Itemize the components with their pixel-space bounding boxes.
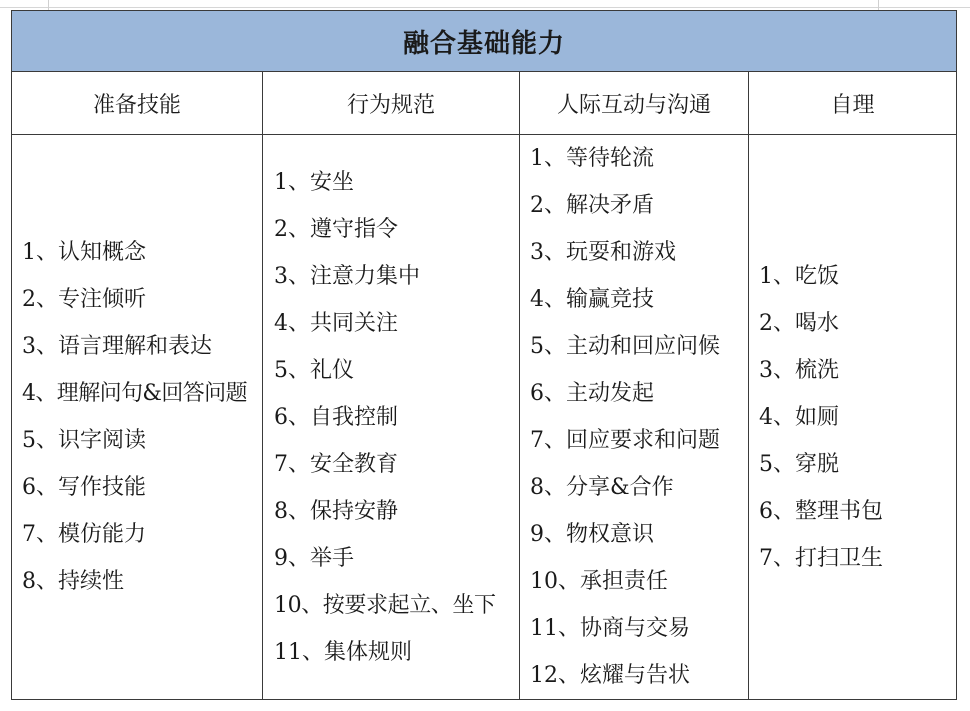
page-guide-line (0, 7, 970, 8)
list-item: 1、等待轮流 (530, 146, 654, 171)
interaction-communication-list (520, 135, 748, 699)
list-item: 11、协商与交易 (530, 616, 690, 641)
list-item: 10、按要求起立、坐下 (274, 592, 496, 618)
page-guide-mark-left (48, 0, 49, 10)
column-header-interaction-communication: 人际互动与沟通 (520, 72, 749, 135)
list-item: 1、吃饭 (759, 263, 839, 289)
list-item: 5、穿脱 (759, 451, 839, 477)
table-title: 融合基础能力 (12, 11, 957, 72)
list-item: 7、安全教育 (274, 451, 398, 477)
list-item: 5、识字阅读 (22, 428, 146, 453)
list-item: 2、专注倾听 (22, 287, 146, 312)
list-item: 10、承担责任 (530, 569, 668, 594)
list-item: 8、保持安静 (274, 498, 398, 524)
list-item: 2、喝水 (759, 310, 839, 336)
behavior-norms-list (263, 159, 519, 676)
list-item: 1、安坐 (274, 169, 354, 195)
ability-table (11, 10, 957, 700)
list-item: 4、如厕 (759, 404, 839, 430)
list-item: 3、注意力集中 (274, 263, 420, 289)
list-item: 11、集体规则 (274, 639, 412, 665)
list-item: 9、物权意识 (530, 522, 654, 547)
list-item: 4、共同关注 (274, 310, 398, 336)
list-item: 7、打扫卫生 (759, 545, 883, 571)
column-header-self-care: 自理 (749, 72, 957, 135)
self-care-list (749, 253, 956, 582)
column-behavior-norms (263, 135, 520, 700)
preparation-skills-list (12, 229, 262, 605)
list-item: 1、认知概念 (22, 240, 146, 265)
column-header-preparation-skills: 准备技能 (12, 72, 263, 135)
list-item: 9、举手 (274, 545, 354, 571)
list-item: 8、持续性 (22, 569, 124, 594)
list-item: 7、回应要求和问题 (530, 428, 720, 453)
list-item: 6、整理书包 (759, 498, 883, 524)
column-interaction-communication (520, 135, 749, 700)
list-item: 3、玩耍和游戏 (530, 240, 676, 265)
list-item: 12、炫耀与告状 (530, 663, 690, 688)
list-item: 4、输赢竞技 (530, 287, 654, 312)
list-item: 2、解决矛盾 (530, 193, 654, 218)
list-item: 6、自我控制 (274, 404, 398, 430)
list-item: 8、分享&合作 (530, 475, 674, 500)
list-item: 3、梳洗 (759, 357, 839, 383)
list-item: 2、遵守指令 (274, 216, 398, 242)
column-preparation-skills (12, 135, 263, 700)
column-header-behavior-norms: 行为规范 (263, 72, 520, 135)
column-self-care (749, 135, 957, 700)
list-item: 5、礼仪 (274, 357, 354, 383)
list-item: 6、主动发起 (530, 381, 654, 406)
list-item: 6、写作技能 (22, 475, 146, 500)
page-guide-mark-right (878, 0, 879, 10)
list-item: 5、主动和回应问候 (530, 334, 720, 359)
list-item: 4、理解问句&回答问题 (22, 381, 247, 406)
list-item: 3、语言理解和表达 (22, 334, 212, 359)
list-item: 7、模仿能力 (22, 522, 146, 547)
